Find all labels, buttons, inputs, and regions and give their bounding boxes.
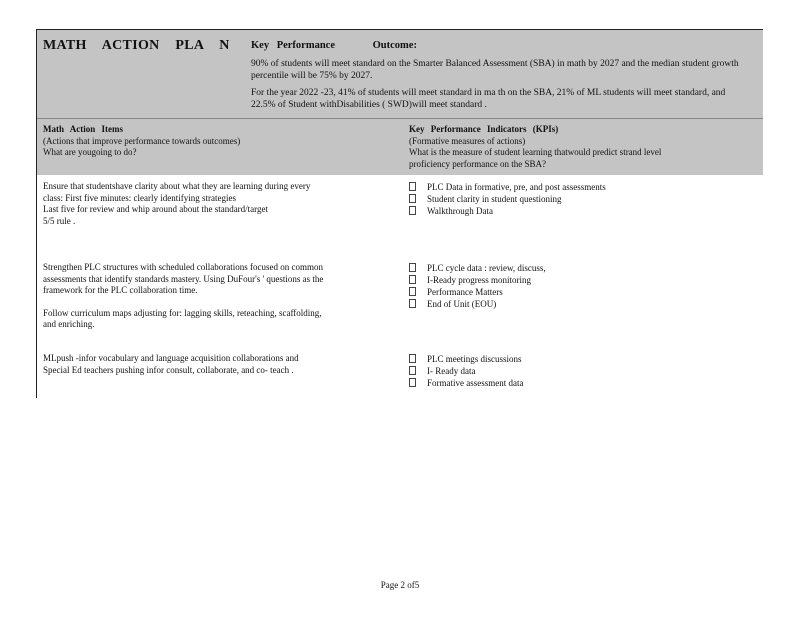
action-text-line: class: First five minutes: clearly identifying strategies [43, 192, 236, 203]
action-text-line: and enriching. [43, 319, 95, 329]
kpi-text: Formative assessment data [427, 378, 524, 388]
bullet-box-icon [409, 354, 416, 363]
kpi-list [409, 181, 739, 217]
bullet-box-icon [409, 287, 416, 296]
list-item [409, 181, 739, 193]
list-item [409, 205, 739, 217]
outcome-label: Outcome: [372, 40, 417, 51]
action-text-line: assessments that identify standards mastery. Using DuFour's ' questions as the [43, 273, 324, 284]
kpi-text: Walkthrough Data [427, 206, 494, 216]
list-item [409, 353, 739, 365]
list-item [409, 298, 739, 310]
kpi-text: Student clarity in student questioning [427, 194, 562, 204]
key-performance-label: Key Performance [251, 40, 336, 51]
plan-title: MATH ACTION PLA N [43, 38, 230, 53]
kpi-text: I-Ready progress monitoring [427, 275, 531, 285]
action-text-line: Last five for review and whip around about the standard/target [43, 204, 269, 214]
kpi-text: Performance Matters [427, 287, 503, 297]
action-text-line: 5/5 rule . [43, 215, 76, 226]
action-items-title: Math Action Items [43, 124, 123, 134]
bullet-box-icon [409, 182, 416, 191]
action-text-line: Ensure that studentshave clarity about what they are learning during every [43, 181, 311, 191]
bullet-box-icon [409, 263, 416, 272]
action-text-line: Strengthen PLC structures with scheduled collaborations focused on common [43, 262, 323, 272]
bullet-box-icon [409, 206, 416, 215]
kpi-title: Key Performance Indicators (KPIs) [409, 124, 559, 134]
action-items-header [43, 124, 393, 159]
list-item [409, 193, 739, 205]
kpi-text: PLC meetings discussions [427, 354, 522, 364]
plan-header [37, 30, 763, 118]
bullet-box-icon [409, 194, 416, 203]
action-text-line: MLpush -infor vocabulary and language acquisition collaborations and [43, 353, 299, 363]
action-text-line: Special Ed teachers pushing infor consult, collaborate, and co- teach . [43, 364, 294, 375]
bullet-box-icon [409, 275, 416, 284]
action-item [43, 353, 393, 376]
action-items-question: What are yougoing to do? [43, 147, 137, 157]
action-plan-table [36, 29, 763, 398]
column-headers [37, 118, 763, 175]
action-item [43, 181, 393, 227]
list-item [409, 365, 739, 377]
action-items-subtitle: (Actions that improve performance towards outcomes) [43, 135, 241, 146]
plan-body [37, 175, 763, 399]
list-item [409, 377, 739, 389]
outcome-paragraph-1: 90% of students will meet standard on the Smarter Balanced Assessment (SBA) in math by 2027 and the median student growth percentile will be 75% by 2027. [251, 59, 739, 81]
key-performance-heading [251, 40, 417, 51]
action-item [43, 262, 393, 331]
kpi-question-line-2: proficiency performance on the SBA? [409, 158, 546, 169]
kpi-text: PLC cycle data : review, discuss, [427, 263, 546, 273]
bullet-box-icon [409, 366, 416, 375]
action-text-line: framework for the PLC collaboration time. [43, 285, 198, 295]
kpi-list [409, 353, 739, 389]
kpi-question-line-1: What is the measure of student learning thatwould predict strand level [409, 147, 662, 157]
kpi-text: End of Unit (EOU) [427, 299, 497, 309]
kpi-text: PLC Data in formative, pre, and post assessments [427, 182, 606, 192]
list-item [409, 286, 739, 298]
kpi-subtitle: (Formative measures of actions) [409, 135, 526, 146]
list-item [409, 274, 739, 286]
kpi-header [409, 124, 729, 170]
kpi-text: I- Ready data [427, 366, 476, 376]
list-item [409, 262, 739, 274]
page-number: Page 2 of5 [380, 580, 420, 590]
kpi-list [409, 262, 739, 310]
bullet-box-icon [409, 378, 416, 387]
outcome-paragraph-2: For the year 2022 -23, 41% of students will meet standard in ma th on the SBA, 21% of ML students will meet standard, and 22.5% of Student withDisabilities ( SWD)will meet standard . [251, 88, 726, 110]
bullet-box-icon [409, 299, 416, 308]
action-text-line: Follow curriculum maps adjusting for: lagging skills, reteaching, scaffolding, [43, 307, 322, 318]
